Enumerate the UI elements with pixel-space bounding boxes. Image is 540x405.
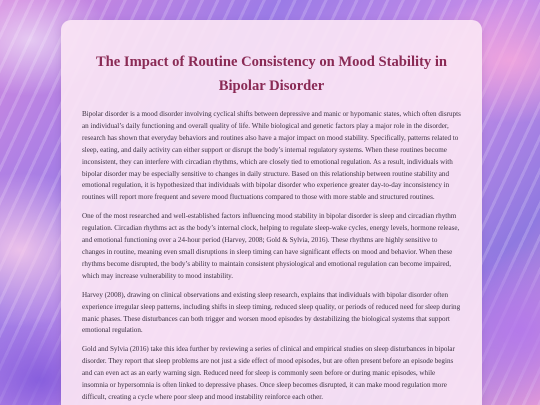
article-paragraph-3: Harvey (2008), drawing on clinical observations and existing sleep research, explains that individuals with bipolar disorder often experience irregular sleep patterns, including shifts in sleep timing, reduced sleep quality, or periods of reduced need for sleep during manic phases. These disturbances can both trigger and worsen mood episodes by destabilizing the biological systems that support emotional regulation. bbox=[82, 290, 461, 335]
article-title: The Impact of Routine Consistency on Mood Stability in Bipolar Disorder bbox=[95, 54, 448, 94]
article-paragraph-4: Gold and Sylvia (2016) take this idea further by reviewing a series of clinical and empirical studies on sleep disturbances in bipolar disorder. They report that sleep problems are not just a side effect of mood episodes, but are often present before an episode begins and can even act as an early warning sign. Reduced need for sleep is commonly seen before or during manic episodes, while insomnia or hypersomnia is often linked to depressive phases. Once sleep becomes disrupted, it can make mood regulation more difficult, creating a cycle where poor sleep and mood instability reinforce each other. bbox=[82, 345, 455, 401]
article-paragraph-1: Bipolar disorder is a mood disorder involving cyclical shifts between depressive and manic or hypomanic states, which often disrupts an individual’s daily functioning and overall quality of life. While biological and genetic factors play a major role in the disorder, research has shown that everyday behaviors and routines also have a major impact on mood stability. Specifically, patterns related to sleep, eating, and daily activity can either support or disrupt the body’s internal regulatory systems. When these routines become inconsistent, they can interfere with circadian rhythms, which are closely tied to emotional regulation. As a result, individuals with bipolar disorder may be especially sensitive to changes in daily structure. Based on this relationship between routine stability and emotional regulation, it is hypothesized that individuals with bipolar disorder who experience greater day-to-day inconsistency in routines will report more frequent and severe mood fluctuations compared to those with more stable and structured routines. bbox=[82, 110, 461, 202]
article-paragraph-2: One of the most researched and well-established factors influencing mood stability in bipolar disorder is sleep and circadian rhythm regulation. Circadian rhythms act as the body’s internal clock, helping to regulate sleep-wake cycles, energy levels, hormone release, and emotional functioning over a 24-hour period (Harvey, 2008; Gold & Sylvia, 2016). These rhythms are highly sensitive to changes in routine, meaning even small disruptions in sleep timing can have significant effects on mood and behavior. When these rhythms become disrupted, the body’s ability to maintain consistent physiological and emotional regulation can become impaired, which may increase vulnerability to mood instability. bbox=[82, 212, 460, 280]
article-card bbox=[61, 20, 482, 405]
